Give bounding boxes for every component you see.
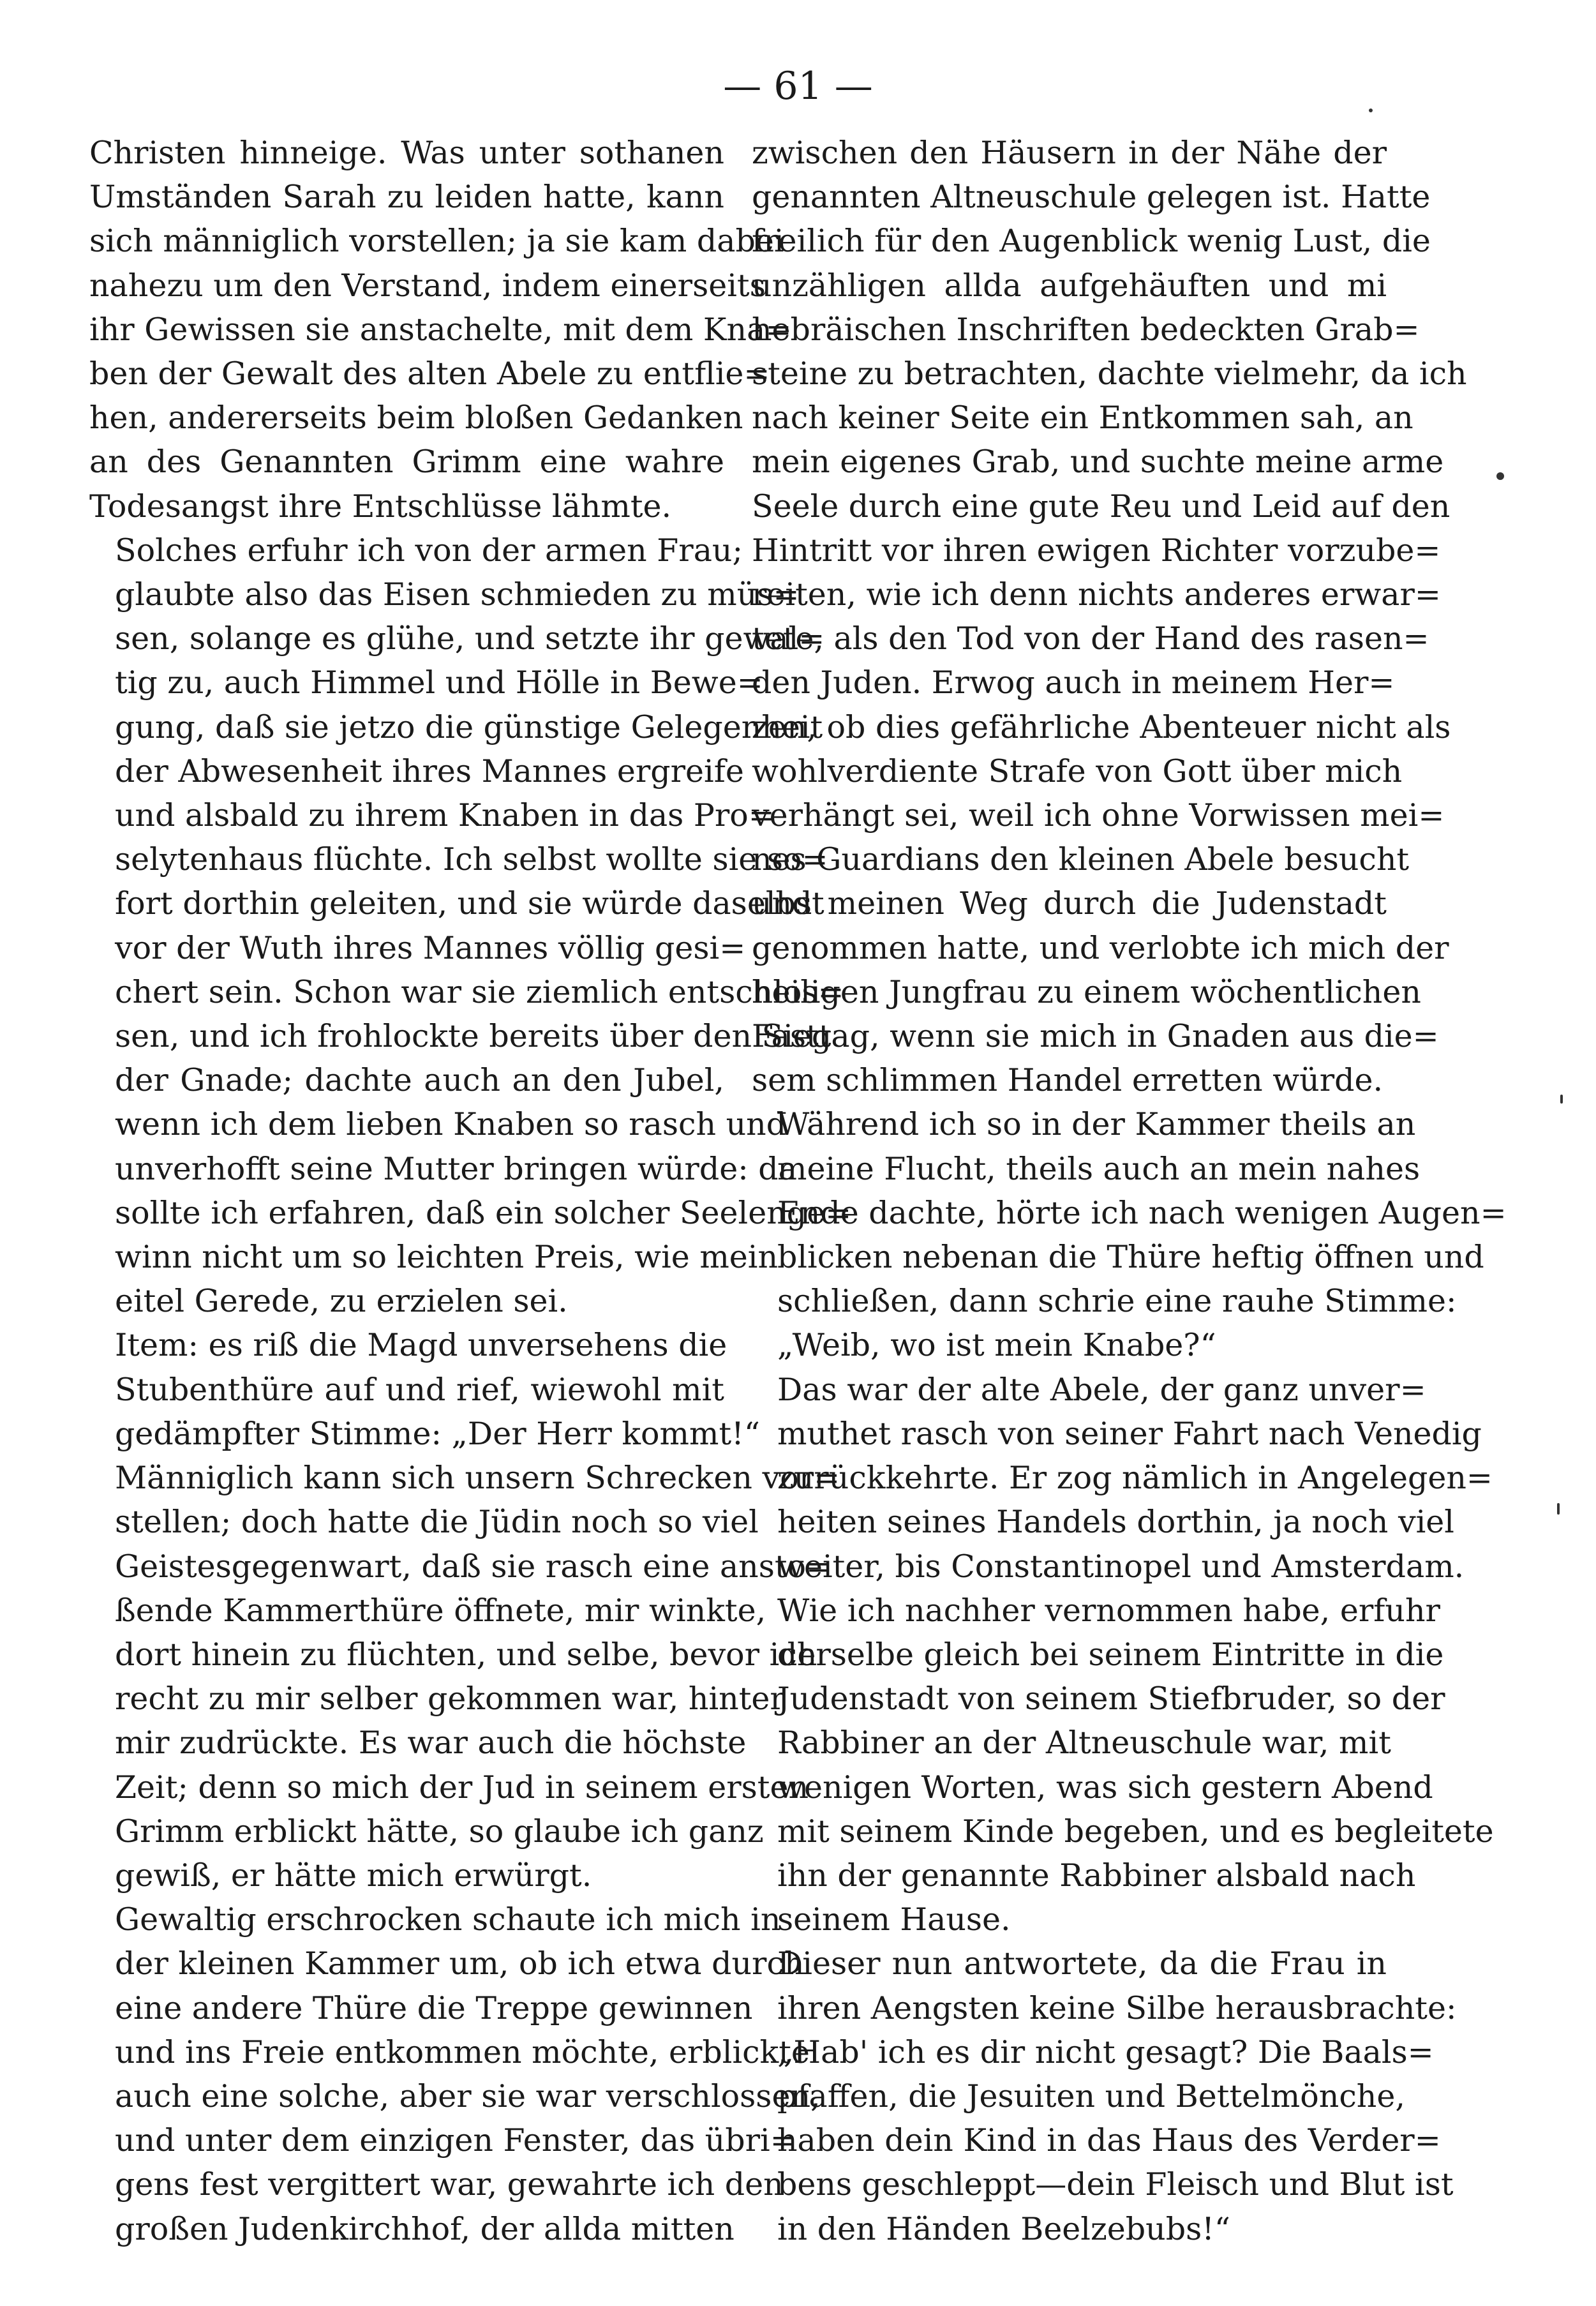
ink-speck [1369, 109, 1373, 112]
text-line: genannten Altneuschule gelegen ist. Hatte [752, 179, 1431, 216]
text-line: der Abwesenheit ihres Mannes ergreife [115, 752, 744, 790]
text-line: tig zu, auch Himmel und Hölle in Bewe= [115, 664, 763, 701]
paragraph [752, 1942, 1457, 2250]
text-line: gung, daß sie jetzo die günstige Gelegenheit [115, 708, 823, 745]
text-line: Ende dachte, hörte ich nach wenigen Augen= [777, 1194, 1507, 1231]
text-line: sen, und ich frohlockte bereits über den Sieg [115, 1018, 832, 1055]
text-line: weiter, bis Constantinopel und Amsterdam. [777, 1548, 1465, 1585]
text-line: und ins Freie entkommen möchte, erblickte [115, 2033, 810, 2070]
paragraph [752, 1368, 1494, 1942]
text-line: Geistesgegenwart, daß sie rasch eine ansto= [115, 1548, 833, 1585]
text-line: wenigen Worten, was sich gestern Abend [777, 1769, 1433, 1806]
text-line: Christen hinneige. Was unter sothanen [89, 135, 724, 171]
text-line: selytenhaus flüchte. Ich selbst wollte sie so= [115, 841, 828, 878]
text-line: Grimm erblickt hätte, so glaube ich ganz [115, 1813, 764, 1850]
text-line: blicken nebenan die Thüre heftig öffnen und [777, 1239, 1484, 1276]
text-line: schließen, dann schrie eine rauhe Stimme: [777, 1283, 1457, 1320]
paragraph [752, 1102, 1507, 1367]
text-line: mein eigenes Grab, und suchte meine arme [752, 444, 1444, 481]
text-line: ßende Kammerthüre öffnete, mir winkte, [115, 1592, 766, 1629]
text-line: Männiglich kann sich unsern Schrecken vor= [115, 1460, 840, 1497]
text-line: mit seinem Kinde begeben, und es begleitete [777, 1813, 1494, 1850]
page-number: — 61 — [723, 64, 873, 109]
text-line: derselbe gleich bei seinem Eintritte in die [777, 1636, 1444, 1673]
text-line: fort dorthin geleiten, und sie würde daselbst [115, 885, 824, 922]
text-line: Todesangst ihre Entschlüsse lähmte. [89, 488, 672, 525]
text-line: sen, solange es glühe, und setzte ihr gewal= [115, 620, 825, 657]
text-line: Zeit; denn so mich der Jud in seinem ersten [115, 1769, 809, 1806]
text-line: heiten seines Handels dorthin, ja noch viel [777, 1504, 1454, 1541]
text-line: sem schlimmen Handel erretten würde. [752, 1062, 1383, 1099]
text-line: und unter dem einzigen Fenster, das übri= [115, 2122, 796, 2159]
text-line: recht zu mir selber gekommen war, hinter [115, 1681, 785, 1718]
text-line: chert sein. Schon war sie ziemlich entschlos= [115, 973, 844, 1010]
text-line: unverhofft seine Mutter bringen würde: da [115, 1150, 797, 1187]
text-line: nach keiner Seite ein Entkommen sah, an [752, 400, 1413, 437]
text-line: winn nicht um so leichten Preis, wie mein [115, 1239, 779, 1276]
text-line: ihr Gewissen sie anstachelte, mit dem Kna= [89, 311, 792, 348]
text-line: pfaffen, die Jesuiten und Bettelmönche, [777, 2078, 1405, 2115]
ink-speck [1557, 1503, 1560, 1515]
text-line: Item: es riß die Magd unversehens die [115, 1327, 727, 1364]
right-column [752, 131, 1507, 2251]
text-line: stellen; doch hatte die Jüdin noch so viel [115, 1504, 759, 1541]
text-line: meine Flucht, theils auch an mein nahes [777, 1150, 1421, 1187]
text-line: wenn ich dem lieben Knaben so rasch und [115, 1106, 787, 1143]
text-line: den Juden. Erwog auch in meinem Her= [752, 664, 1395, 701]
text-line: und alsbald zu ihrem Knaben in das Pro= [115, 797, 775, 834]
left-column [89, 131, 852, 2251]
paragraph [89, 131, 792, 528]
text-line: Gewaltig erschrocken schaute ich mich in [115, 1901, 781, 1938]
text-line: unzähligen allda aufgehäuften und mi [752, 267, 1387, 304]
text-line: eitel Gerede, zu erzielen sei. [115, 1283, 568, 1320]
text-line: bens geschleppt—dein Fleisch und Blut ist [777, 2166, 1454, 2203]
text-line: wohlverdiente Strafe von Gott über mich [752, 752, 1403, 790]
text-line: vor der Wuth ihres Mannes völlig gesi= [115, 929, 746, 966]
text-line: Umständen Sarah zu leiden hatte, kann [89, 179, 724, 216]
text-line: zurückkehrte. Er zog nämlich in Angelegen= [777, 1460, 1493, 1497]
text-line: „Weib, wo ist mein Knabe?“ [777, 1327, 1216, 1364]
text-line: „Hab' ich es dir nicht gesagt? Die Baals= [777, 2033, 1434, 2070]
text-line: der Gnade; dachte auch an den Jubel, [115, 1062, 724, 1099]
text-line: reiten, wie ich denn nichts anderes erwar= [752, 576, 1441, 613]
text-line: eine andere Thüre die Treppe gewinnen [115, 1989, 753, 2026]
text-line: genommen hatte, und verlobte ich mich der [752, 929, 1449, 966]
text-line: gedämpfter Stimme: „Der Herr kommt!“ [115, 1415, 760, 1452]
text-line: in den Händen Beelzebubs!“ [777, 2210, 1230, 2247]
text-line: der kleinen Kammer um, ob ich etwa durch [115, 1945, 805, 1982]
text-line: nahezu um den Verstand, indem einerseits [89, 267, 766, 304]
text-line: haben dein Kind in das Haus des Verder= [777, 2122, 1441, 2159]
text-line: tete, als den Tod von der Hand des rasen= [752, 620, 1429, 657]
paragraph [752, 131, 1467, 1102]
text-line: hen, andererseits beim bloßen Gedanken [89, 400, 743, 437]
text-line: Rabbiner an der Altneuschule war, mit [777, 1725, 1391, 1762]
text-line: gewiß, er hätte mich erwürgt. [115, 1857, 592, 1894]
text-line: Judenstadt von seinem Stiefbruder, so der [777, 1681, 1445, 1718]
text-line: gens fest vergittert war, gewahrte ich den [115, 2166, 784, 2203]
text-line: Solches erfuhr ich von der armen Frau; [115, 532, 743, 569]
ink-speck [1496, 472, 1504, 480]
text-line: Seele durch eine gute Reu und Leid auf den [752, 488, 1451, 525]
text-line: ihn der genannte Rabbiner alsbald nach [777, 1857, 1416, 1894]
text-line: mir zudrückte. Es war auch die höchste [115, 1725, 747, 1762]
text-line: Das war der alte Abele, der ganz unver= [777, 1371, 1426, 1408]
text-line: steine zu betrachten, dachte vielmehr, da ich [752, 356, 1467, 393]
text-line: sollte ich erfahren, daß ein solcher Seelenge= [115, 1194, 852, 1231]
text-line: ben der Gewalt des alten Abele zu entflie= [89, 356, 770, 393]
text-line: Wie ich nachher vernommen habe, erfuhr [777, 1592, 1440, 1629]
text-line: Fasttag, wenn sie mich in Gnaden aus die= [752, 1018, 1439, 1055]
text-line: Stubenthüre auf und rief, wiewohl mit [115, 1371, 724, 1408]
text-line: Während ich so in der Kammer theils an [777, 1106, 1416, 1143]
text-line: freilich für den Augenblick wenig Lust, die [752, 223, 1431, 260]
text-line: Dieser nun antwortete, da die Frau in [777, 1945, 1387, 1982]
text-line: großen Judenkirchhof, der allda mitten [115, 2210, 735, 2247]
text-line: sich männiglich vorstellen; ja sie kam dabei [89, 223, 784, 260]
text-line: glaubte also das Eisen schmieden zu müs= [115, 576, 800, 613]
text-line: seinem Hause. [777, 1901, 1011, 1938]
paragraph [89, 1898, 821, 2251]
text-line: muthet rasch von seiner Fahrt nach Venedig [777, 1415, 1482, 1452]
paragraph [89, 528, 852, 1324]
paragraph [89, 1323, 840, 1898]
text-line: dort hinein zu flüchten, und selbe, bevor ich [115, 1636, 817, 1673]
text-line: verhängt sei, weil ich ohne Vorwissen mei= [752, 797, 1445, 834]
text-line: zen, ob dies gefährliche Abenteuer nicht als [752, 708, 1451, 745]
text-line: zwischen den Häusern in der Nähe der [752, 135, 1387, 171]
text-line: hebräischen Inschriften bedeckten Grab= [752, 311, 1420, 348]
text-line: und meinen Weg durch die Judenstadt [752, 885, 1387, 922]
text-line: Hintritt vor ihren ewigen Richter vorzube= [752, 532, 1441, 569]
text-line: heiligen Jungfrau zu einem wöchentlichen [752, 973, 1421, 1010]
text-line: an des Genannten Grimm eine wahre [89, 444, 724, 481]
text-line: nes Guardians den kleinen Abele besucht [752, 841, 1410, 878]
text-line: ihren Aengsten keine Silbe herausbrachte: [777, 1989, 1457, 2026]
ink-speck [1560, 1095, 1563, 1104]
text-line: auch eine solche, aber sie war verschlossen, [115, 2078, 821, 2115]
